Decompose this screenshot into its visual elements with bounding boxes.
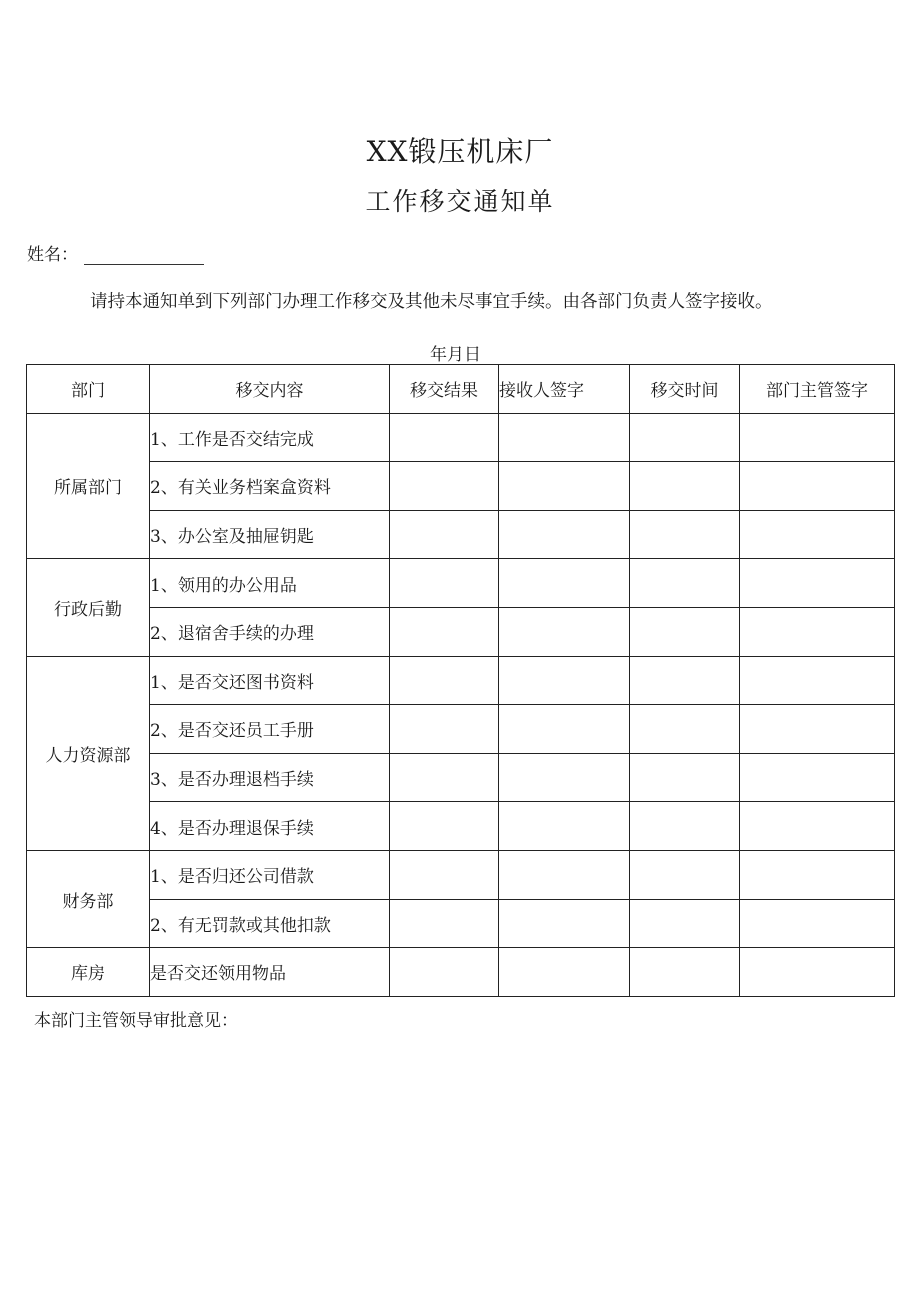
result-cell[interactable]: [390, 850, 499, 899]
handover-item-cell: 1、工作是否交结完成: [150, 413, 390, 462]
date-label: 年月日: [430, 345, 481, 365]
result-cell[interactable]: [390, 802, 499, 851]
table-row: [27, 413, 895, 462]
header-cell: 部门主管签字: [740, 365, 895, 414]
supervisor-signature-cell[interactable]: [740, 607, 895, 656]
table-row: [27, 462, 895, 511]
receiver-signature-cell[interactable]: [499, 705, 630, 754]
handover-item-cell: 3、是否办理退档手续: [150, 753, 390, 802]
receiver-signature-cell[interactable]: [499, 899, 630, 948]
handover-item-cell: 1、领用的办公用品: [150, 559, 390, 608]
receiver-signature-cell[interactable]: [499, 802, 630, 851]
result-cell[interactable]: [390, 559, 499, 608]
handover-time-cell[interactable]: [630, 510, 740, 559]
handover-item-cell: 4、是否办理退保手续: [150, 802, 390, 851]
handover-item-cell: 1、是否交还图书资料: [150, 656, 390, 705]
result-cell[interactable]: [390, 607, 499, 656]
result-cell[interactable]: [390, 510, 499, 559]
approval-label: 本部门主管领导审批意见：: [34, 1011, 238, 1031]
receiver-signature-cell[interactable]: [499, 753, 630, 802]
supervisor-signature-cell[interactable]: [740, 510, 895, 559]
receiver-signature-cell[interactable]: [499, 607, 630, 656]
table-row: [27, 802, 895, 851]
handover-item-cell: 2、有关业务档案盒资料: [150, 462, 390, 511]
header-cell: 移交结果: [390, 365, 499, 414]
receiver-signature-cell[interactable]: [499, 510, 630, 559]
supervisor-signature-cell[interactable]: [740, 753, 895, 802]
result-cell[interactable]: [390, 413, 499, 462]
handover-time-cell[interactable]: [630, 607, 740, 656]
handover-item-cell: 3、办公室及抽屉钥匙: [150, 510, 390, 559]
header-cell: 移交时间: [630, 365, 740, 414]
name-label: 姓名：: [27, 245, 78, 265]
department-cell: 所属部门: [27, 413, 150, 559]
department-cell: 人力资源部: [27, 656, 150, 850]
handover-time-cell[interactable]: [630, 705, 740, 754]
receiver-signature-cell[interactable]: [499, 413, 630, 462]
handover-item-cell: 2、退宿舍手续的办理: [150, 607, 390, 656]
table-row: [27, 753, 895, 802]
result-cell[interactable]: [390, 705, 499, 754]
supervisor-signature-cell[interactable]: [740, 899, 895, 948]
supervisor-signature-cell[interactable]: [740, 656, 895, 705]
document-subtitle: 工作移交通知单: [365, 187, 555, 216]
table-row: [27, 510, 895, 559]
document-title: XX锻压机床厂: [366, 135, 554, 168]
result-cell[interactable]: [390, 948, 499, 997]
result-cell[interactable]: [390, 656, 499, 705]
receiver-signature-cell[interactable]: [499, 656, 630, 705]
supervisor-signature-cell[interactable]: [740, 948, 895, 997]
receiver-signature-cell[interactable]: [499, 850, 630, 899]
supervisor-signature-cell[interactable]: [740, 705, 895, 754]
department-cell: 行政后勤: [27, 559, 150, 656]
name-field: [27, 240, 204, 265]
handover-time-cell[interactable]: [630, 462, 740, 511]
handover-item-cell: 1、是否归还公司借款: [150, 850, 390, 899]
notice-text: 请持本通知单到下列部门办理工作移交及其他未尽事宜手续。由各部门负责人签字接收。: [90, 292, 773, 312]
receiver-signature-cell[interactable]: [499, 559, 630, 608]
supervisor-signature-cell[interactable]: [740, 462, 895, 511]
handover-item-cell: 2、有无罚款或其他扣款: [150, 899, 390, 948]
supervisor-signature-cell[interactable]: [740, 413, 895, 462]
header-cell: 部门: [27, 365, 150, 414]
department-cell: 财务部: [27, 850, 150, 947]
supervisor-signature-cell[interactable]: [740, 802, 895, 851]
handover-time-cell[interactable]: [630, 559, 740, 608]
table-row: [27, 607, 895, 656]
handover-item-cell: 是否交还领用物品: [150, 948, 390, 997]
handover-time-cell[interactable]: [630, 753, 740, 802]
table-row: [27, 705, 895, 754]
table-row: [27, 899, 895, 948]
result-cell[interactable]: [390, 462, 499, 511]
handover-time-cell[interactable]: [630, 899, 740, 948]
supervisor-signature-cell[interactable]: [740, 850, 895, 899]
receiver-signature-cell[interactable]: [499, 462, 630, 511]
handover-item-cell: 2、是否交还员工手册: [150, 705, 390, 754]
table-row: [27, 559, 895, 608]
handover-table: [26, 364, 895, 997]
header-cell: 移交内容: [150, 365, 390, 414]
table-row: [27, 850, 895, 899]
header-cell: 接收人签字: [499, 365, 630, 414]
result-cell[interactable]: [390, 753, 499, 802]
name-blank-line[interactable]: [84, 248, 204, 265]
handover-time-cell[interactable]: [630, 850, 740, 899]
table-row: [27, 656, 895, 705]
supervisor-signature-cell[interactable]: [740, 559, 895, 608]
handover-time-cell[interactable]: [630, 413, 740, 462]
handover-time-cell[interactable]: [630, 656, 740, 705]
result-cell[interactable]: [390, 899, 499, 948]
table-header-row: [27, 365, 895, 414]
handover-time-cell[interactable]: [630, 802, 740, 851]
handover-time-cell[interactable]: [630, 948, 740, 997]
receiver-signature-cell[interactable]: [499, 948, 630, 997]
table-row: [27, 948, 895, 997]
department-cell: 库房: [27, 948, 150, 997]
